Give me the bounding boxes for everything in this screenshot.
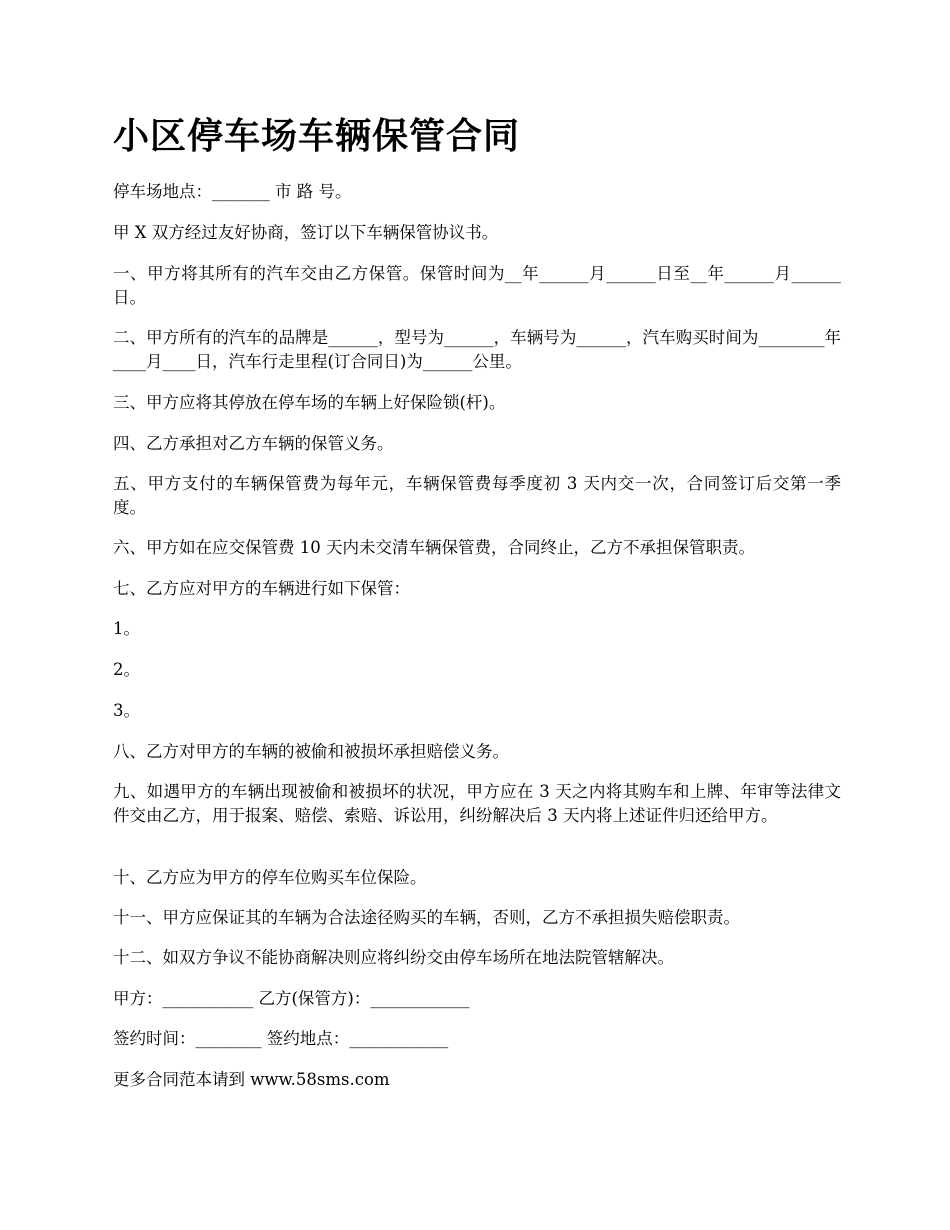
custody-item-3: 3。	[113, 701, 140, 720]
clause-12-dispute: 十二、如双方争议不能协商解决则应将纠纷交由停车场所在地法院管辖解决。	[113, 948, 674, 967]
clause-2-vehicle-info: 二、甲方所有的汽车的品牌是______，型号为______，车辆号为______，汽车购买时间为________年____月____日，汽车行走里程(订合同日)为______公里。	[113, 328, 841, 371]
clause-7-custody-items: 七、乙方应对甲方的车辆进行如下保管：	[113, 579, 410, 598]
footer-website-note: 更多合同范本请到 www.58sms.com	[113, 1070, 390, 1089]
parking-location-line: 停车场地点：_______ 市 路 号。	[113, 182, 352, 201]
custody-item-2: 2。	[113, 660, 140, 679]
clause-3-security-lock: 三、甲方应将其停放在停车场的车辆上好保险锁(杆)。	[113, 393, 506, 412]
agreement-intro: 甲 X 双方经过友好协商，签订以下车辆保管协议书。	[113, 223, 499, 242]
signatories-line: 甲方：___________ 乙方(保管方)：____________	[113, 989, 470, 1008]
clause-4-custody-duty: 四、乙方承担对乙方车辆的保管义务。	[113, 434, 394, 453]
clause-8-compensation: 八、乙方对甲方的车辆的被偷和被损坏承担赔偿义务。	[113, 742, 509, 761]
clause-9-theft-damage: 九、如遇甲方的车辆出现被偷和被损坏的状况，甲方应在 3 天之内将其购车和上牌、年审等法律文件交由乙方，用于报案、赔偿、索赔、诉讼用，纠纷解决后 3 天内将上述证件归还给甲方。	[113, 782, 841, 825]
clause-10-insurance: 十、乙方应为甲方的停车位购买车位保险。	[113, 868, 427, 887]
custody-item-1: 1。	[113, 619, 140, 638]
clause-5-fee: 五、甲方支付的车辆保管费为每年元，车辆保管费每季度初 3 天内交一次，合同签订后交第一季度。	[113, 474, 841, 517]
clause-11-legal-purchase: 十一、甲方应保证其的车辆为合法途径购买的车辆，否则，乙方不承担损失赔偿职责。	[113, 908, 740, 927]
clause-1-storage-period: 一、甲方将其所有的汽车交由乙方保管。保管时间为__年______月______日至__年______月______日。	[113, 264, 841, 307]
clause-6-termination: 六、甲方如在应交保管费 10 天内未交清车辆保管费，合同终止，乙方不承担保管职责。	[113, 538, 755, 557]
document-title: 小区停车场车辆保管合同	[113, 115, 521, 157]
signing-time-place-line: 签约时间：________ 签约地点：____________	[113, 1029, 449, 1048]
